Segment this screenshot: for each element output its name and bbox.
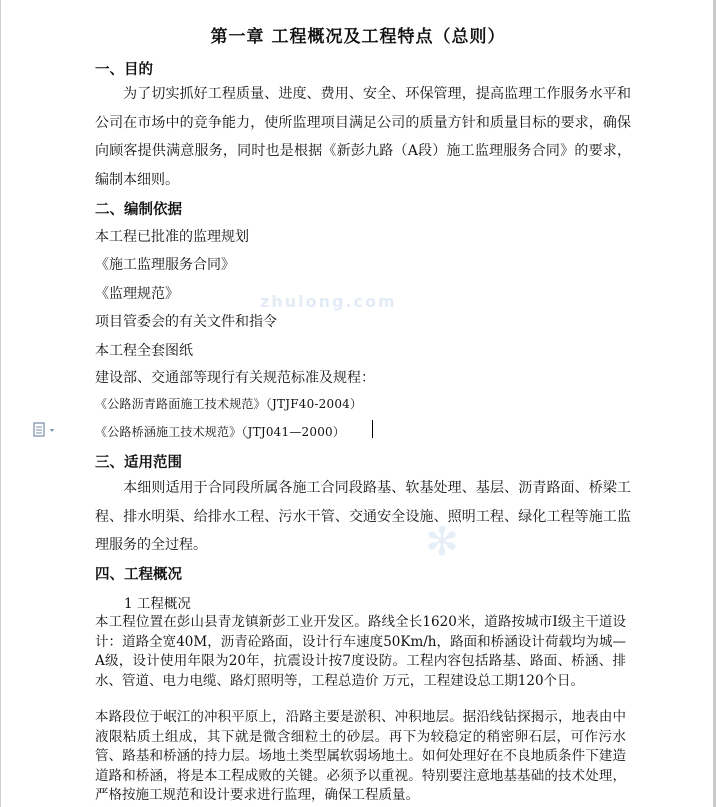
text-cursor [372, 420, 373, 438]
overview-paragraph-2 [95, 708, 626, 806]
basis-item: 建设部、交通部等现行有关规范标准及规程： [95, 370, 375, 386]
watermark-text: zhulong.com [260, 292, 397, 311]
overview-text-1: 本工程位置在彭山县青龙镇新彭工业开发区。路线全长1620米，道路按城市Ⅰ级主干道设计：道路全宽40M，沥青砼路面，设计行车速度50Km/h，路面和桥涵设计荷载均为城—A级，设计使用年限为20年，抗震设计按7度设防。工程内容包括路基、路面、桥涵、排水、管道、电力电缆、路灯照明等，工程总造价 万元，工程建设总工期120个日。 [95, 614, 626, 689]
purpose-text: 为了切实抓好工程质量、进度、费用、安全、环保管理，提高监理工作服务水平和公司在市场中的竞争能力，使所监理项目满足公司的质量方针和质量目标的要求，确保向顾客提供满意服务，同时也是根据《新彭九路（A段）施工监理服务合同》的要求，编制本细则。 [95, 86, 631, 188]
section-body-purpose [95, 80, 631, 194]
basis-item: 《施工监理服务合同》 [95, 257, 235, 273]
basis-item-standard: 《公路桥涵施工技术规范》（JTJ041—2000） [95, 425, 346, 439]
basis-item-standard: 《公路沥青路面施工技术规范》（JTJF40-2004） [95, 397, 363, 411]
overview-text-2: 本路段位于岷江的冲积平原上，沿路主要是淤积、冲积地层。据沿线钻探揭示，地表由中液限粘质土组成，其下就是微含细粒土的砂层。再下为较稳定的稍密卵石层，可作污水管、路基和桥涵的持力层。场地土类型属软弱场地土。如何处理好在不良地质条件下建造道路和桥涵，将是本工程成败的关键。必须予以重视。特别要注意地基基础的技术处理，严格按施工规范和设计要求进行监理，确保工程质量。 [95, 709, 626, 803]
basis-item: 本工程全套图纸 [95, 343, 193, 359]
section-body-scope [95, 474, 631, 560]
page-left-edge [0, 0, 1, 807]
section-heading-purpose: 一、目的 [95, 61, 153, 78]
watermark-emblem-icon: ✻ [425, 519, 459, 565]
chapter-title: 第一章 工程概况及工程特点（总则） [210, 27, 506, 47]
basis-item: 本工程已批准的监理规划 [95, 229, 249, 245]
overview-paragraph-1 [95, 613, 626, 691]
section-heading-scope: 三、适用范围 [95, 454, 182, 471]
scope-text: 本细则适用于合同段所属各施工合同段路基、软基处理、基层、沥青路面、桥梁工程、排水明渠、给排水工程、污水干管、交通安全设施、照明工程、绿化工程等施工监理服务的全过程。 [95, 480, 631, 553]
document-options-icon[interactable] [33, 422, 63, 438]
section-heading-basis: 二、编制依据 [95, 201, 182, 218]
section-heading-overview: 四、工程概况 [95, 566, 182, 583]
basis-item: 项目管委会的有关文件和指令 [95, 314, 277, 330]
basis-item: 《监理规范》 [95, 286, 179, 302]
subsection-title: 1 工程概况 [124, 596, 191, 612]
